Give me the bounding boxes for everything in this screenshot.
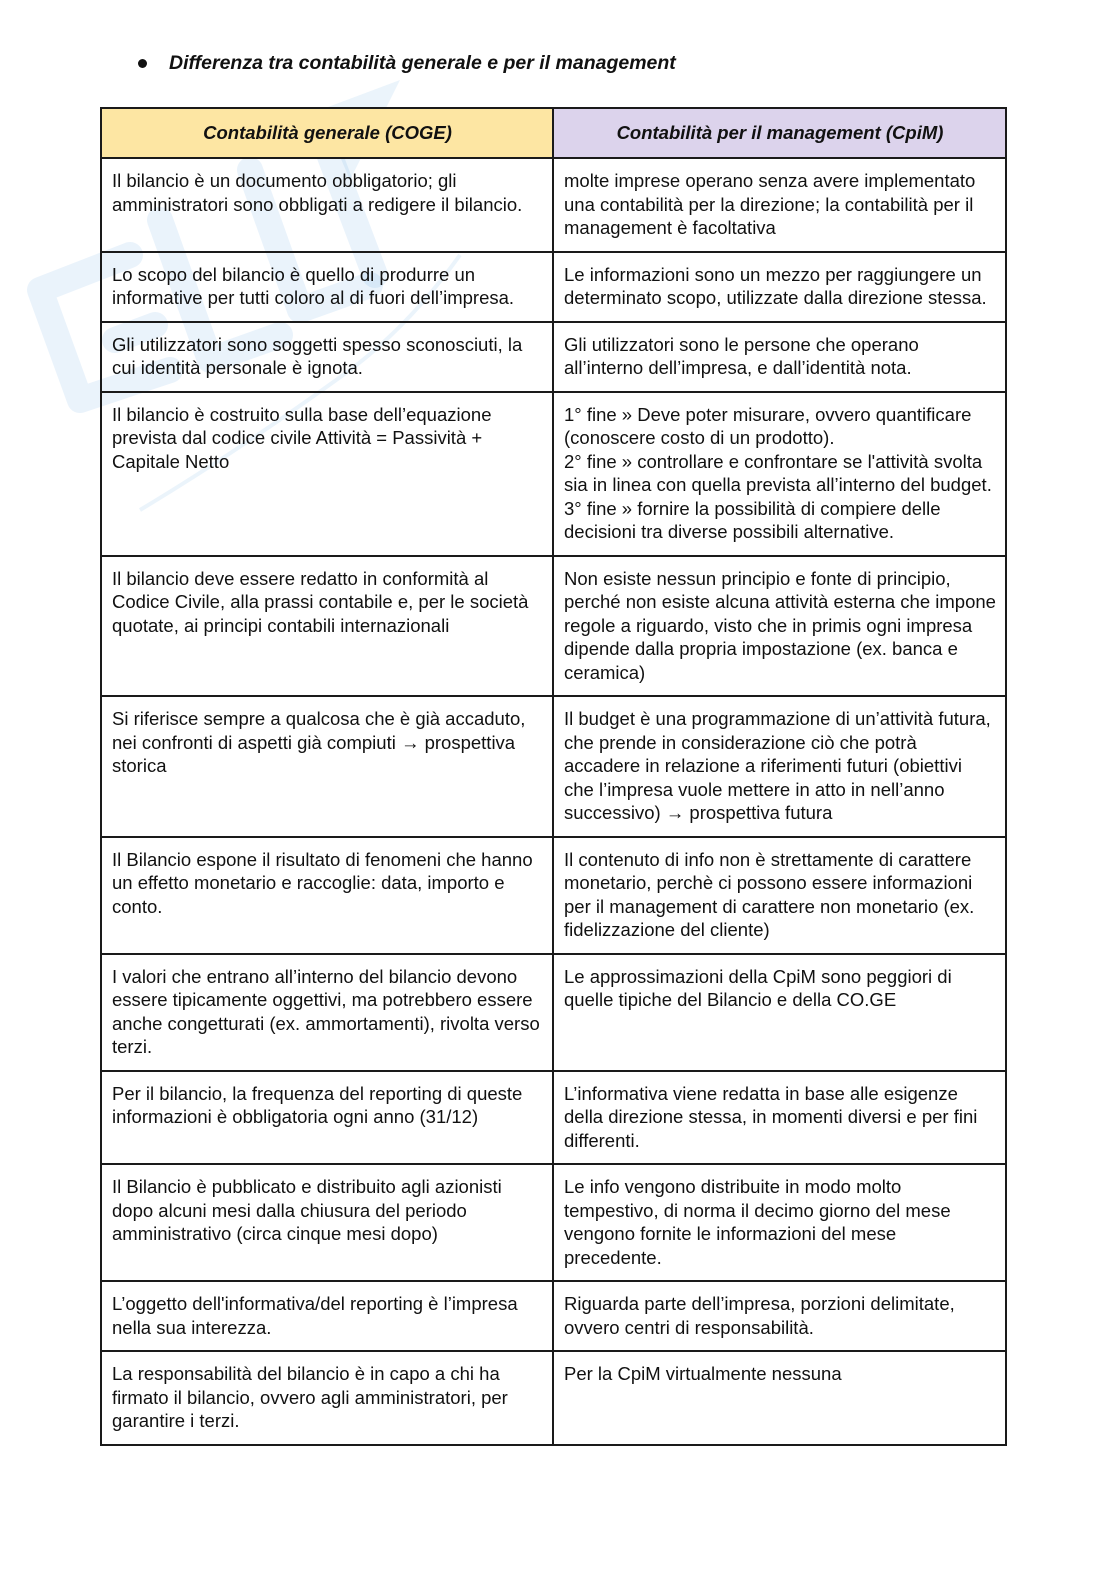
- cell-cpim: L’informativa viene redatta in base alle esigenze della direzione stessa, in momenti diversi e per fini differenti.: [553, 1071, 1006, 1165]
- table-row: [101, 696, 1006, 837]
- header-cpim: Contabilità per il management (CpiM): [553, 108, 1006, 158]
- cell-cpim: Per la CpiM virtualmente nessuna: [553, 1351, 1006, 1445]
- table-row: [101, 954, 1006, 1071]
- cell-cpim: Le info vengono distribuite in modo molto tempestivo, di norma il decimo giorno del mese vengono fornite le informazioni del mese precedente.: [553, 1164, 1006, 1281]
- bullet-icon: [138, 59, 147, 68]
- cell-cpim: Le informazioni sono un mezzo per raggiungere un determinato scopo, utilizzate dalla direzione stessa.: [553, 252, 1006, 322]
- cell-coge: I valori che entrano all’interno del bilancio devono essere tipicamente oggettivi, ma potrebbero essere anche congetturati (ex. ammortamenti), rivolta verso terzi.: [101, 954, 553, 1071]
- cell-cpim: Gli utilizzatori sono le persone che operano all’interno dell’impresa, e dall’identità nota.: [553, 322, 1006, 392]
- cell-coge: La responsabilità del bilancio è in capo a chi ha firmato il bilancio, ovvero agli amministratori, per garantire i terzi.: [101, 1351, 553, 1445]
- table-row: [101, 1164, 1006, 1281]
- cell-coge: Si riferisce sempre a qualcosa che è già accaduto, nei confronti di aspetti già compiuti → prospettiva storica: [101, 696, 553, 837]
- heading-text: Differenza tra contabilità generale e per il management: [169, 52, 676, 74]
- cell-cpim: Non esiste nessun principio e fonte di principio, perché non esiste alcuna attività esterna che impone regole a riguardo, visto che in primis ogni impresa dipende dalla propria impostazione (ex. banca e ceramica): [553, 556, 1006, 697]
- cell-cpim: 1° fine » Deve poter misurare, ovvero quantificare (conoscere costo di un prodotto). 2° fine » controllare e confrontare se l'attività svolta sia in linea con quella prevista all’interno del budget. 3° fine » fornire la possibilità di compiere delle decisioni tra diverse possibili alternative.: [553, 392, 1006, 556]
- table-row: [101, 1071, 1006, 1165]
- section-heading: [138, 52, 676, 75]
- cell-coge: Il Bilancio espone il risultato di fenomeni che hanno un effetto monetario e raccoglie: data, importo e conto.: [101, 837, 553, 954]
- table-row: [101, 556, 1006, 697]
- cell-coge: Il bilancio è un documento obbligatorio; gli amministratori sono obbligati a redigere il bilancio.: [101, 158, 553, 252]
- cell-coge: Gli utilizzatori sono soggetti spesso sconosciuti, la cui identità personale è ignota.: [101, 322, 553, 392]
- cell-coge: Per il bilancio, la frequenza del reporting di queste informazioni è obbligatoria ogni anno (31/12): [101, 1071, 553, 1165]
- cell-cpim: Le approssimazioni della CpiM sono peggiori di quelle tipiche del Bilancio e della CO.GE: [553, 954, 1006, 1071]
- cell-coge: Il bilancio deve essere redatto in conformità al Codice Civile, alla prassi contabile e, per le società quotate, ai principi contabili internazionali: [101, 556, 553, 697]
- table-row: [101, 158, 1006, 252]
- table-row: [101, 1281, 1006, 1351]
- header-coge: Contabilità generale (COGE): [101, 108, 553, 158]
- table-row: [101, 1351, 1006, 1445]
- table-row: [101, 392, 1006, 556]
- table-row: [101, 322, 1006, 392]
- table-header-row: [101, 108, 1006, 158]
- cell-cpim: Il contenuto di info non è strettamente di carattere monetario, perchè ci possono essere informazioni per il management di carattere non monetario (ex. fidelizzazione del cliente): [553, 837, 1006, 954]
- cell-cpim: Riguarda parte dell’impresa, porzioni delimitate, ovvero centri di responsabilità.: [553, 1281, 1006, 1351]
- cell-cpim: Il budget è una programmazione di un’attività futura, che prende in considerazione ciò che potrà accadere in relazione a riferimenti futuri (obiettivi che l’impresa vuole mettere in atto in nell’anno successivo) → prospettiva futura: [553, 696, 1006, 837]
- comparison-table: [100, 107, 1007, 1446]
- cell-coge: Lo scopo del bilancio è quello di produrre un informative per tutti coloro al di fuori dell’impresa.: [101, 252, 553, 322]
- cell-coge: L’oggetto dell'informativa/del reporting è l’impresa nella sua interezza.: [101, 1281, 553, 1351]
- cell-coge: Il bilancio è costruito sulla base dell’equazione prevista dal codice civile Attività = Passività + Capitale Netto: [101, 392, 553, 556]
- table-row: [101, 252, 1006, 322]
- cell-coge: Il Bilancio è pubblicato e distribuito agli azionisti dopo alcuni mesi dalla chiusura del periodo amministrativo (circa cinque mesi dopo): [101, 1164, 553, 1281]
- table-row: [101, 837, 1006, 954]
- cell-cpim: molte imprese operano senza avere implementato una contabilità per la direzione; la contabilità per il management è facoltativa: [553, 158, 1006, 252]
